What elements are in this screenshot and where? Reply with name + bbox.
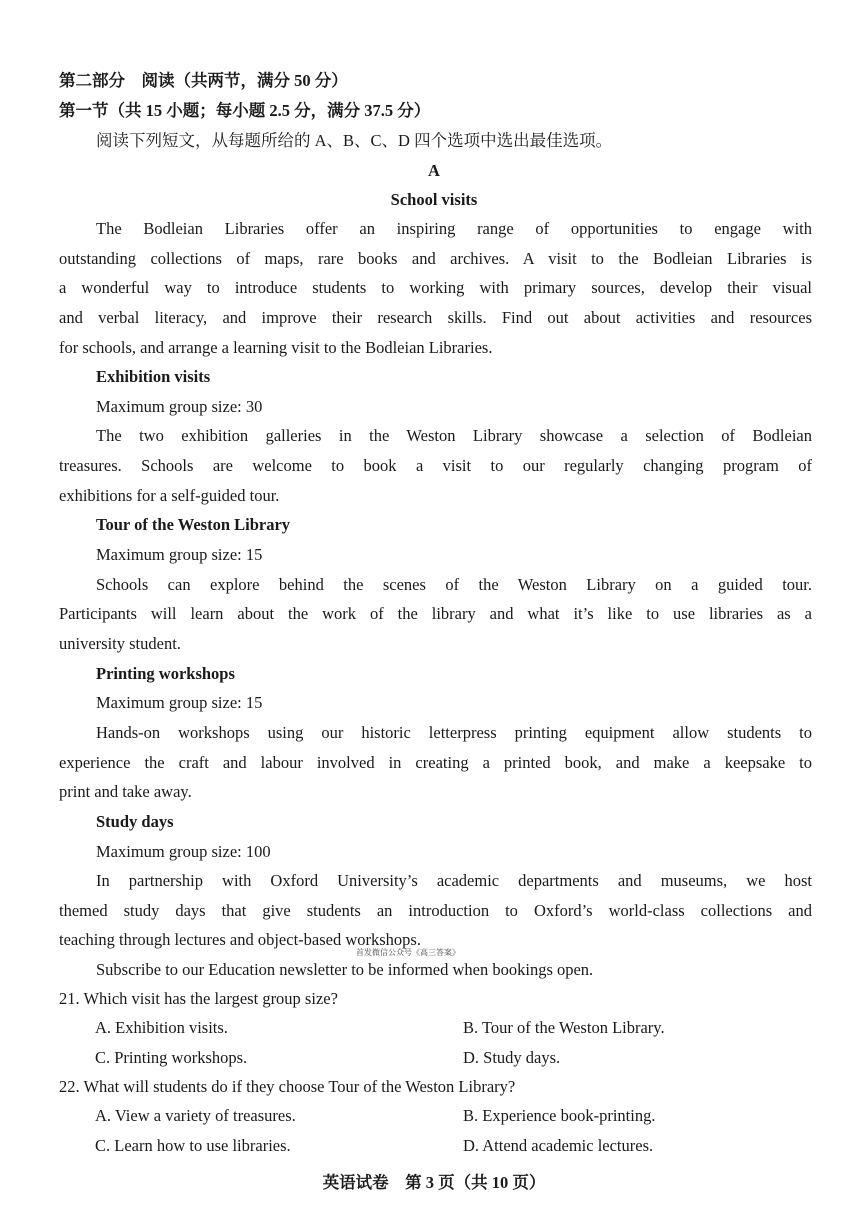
part-heading: 第二部分 阅读（共两节，满分 50 分） [59,71,348,90]
question-21-stem: 21. Which visit has the largest group size? [59,989,338,1008]
question-22-option-d: D. Attend academic lectures. [463,1136,654,1155]
question-22-option-c: C. Learn how to use libraries. [95,1136,291,1155]
exhibition-line: exhibitions for a self-guided tour. [59,486,280,505]
instruction: 阅读下列短文，从每题所给的 A、B、C、D 四个选项中选出最佳选项。 [96,131,613,150]
exhibition-line: The two exhibition galleries in the Weston Library showcase a selection of Bodleian [96,426,812,445]
intro-line: for schools, and arrange a learning visit to the Bodleian Libraries. [59,338,493,357]
subscribe-line: Subscribe to our Education newsletter to be informed when bookings open. [96,960,594,979]
watermark-text: 首发微信公众号《高三答案》 [356,948,460,957]
intro-line: outstanding collections of maps, rare books and archives. A visit to the Bodleian Libraries is [59,249,812,268]
printing-size: Maximum group size: 15 [96,693,263,712]
printing-heading: Printing workshops [96,664,235,683]
tour-line: university student. [59,634,181,653]
exhibition-heading: Exhibition visits [96,367,211,386]
study-line: teaching through lectures and object-based workshops. [59,930,421,949]
intro-line: a wonderful way to introduce students to working with primary sources, develop their visual [59,278,812,297]
question-22-option-b: B. Experience book-printing. [463,1106,656,1125]
printing-line: experience the craft and labour involved in creating a printed book, and make a keepsake to [59,753,812,772]
tour-size: Maximum group size: 15 [96,545,263,564]
tour-heading: Tour of the Weston Library [96,515,291,534]
study-size: Maximum group size: 100 [96,842,271,861]
intro-line: and verbal literacy, and improve their research skills. Find out about activities and resources [59,308,812,327]
question-21-option-a: A. Exhibition visits. [95,1018,228,1037]
study-line: themed study days that give students an introduction to Oxford’s world-class collections and [59,901,812,920]
tour-line: Schools can explore behind the scenes of the Weston Library on a guided tour. [96,575,812,594]
page-footer: 英语试卷 第 3 页（共 10 页） [322,1173,546,1192]
question-22-option-a: A. View a variety of treasures. [95,1106,296,1125]
exhibition-size: Maximum group size: 30 [96,397,263,416]
question-21-option-c: C. Printing workshops. [95,1048,248,1067]
question-21-option-b: B. Tour of the Weston Library. [463,1018,665,1037]
study-line: In partnership with Oxford University’s academic departments and museums, we host [96,871,812,890]
question-22-stem: 22. What will students do if they choose Tour of the Weston Library? [59,1077,516,1096]
printing-line: print and take away. [59,782,192,801]
exhibition-line: treasures. Schools are welcome to book a visit to our regularly changing program of [59,456,812,475]
printing-line: Hands-on workshops using our historic letterpress printing equipment allow students to [96,723,812,742]
question-21-option-d: D. Study days. [463,1048,561,1067]
intro-line: The Bodleian Libraries offer an inspiring range of opportunities to engage with [96,219,812,238]
study-heading: Study days [96,812,174,831]
section-heading: 第一节（共 15 小题；每小题 2.5 分，满分 37.5 分） [59,101,431,120]
passage-letter: A [428,161,440,180]
passage-title: School visits [390,190,478,209]
tour-line: Participants will learn about the work of the library and what it’s like to use libraries as a [59,604,812,623]
